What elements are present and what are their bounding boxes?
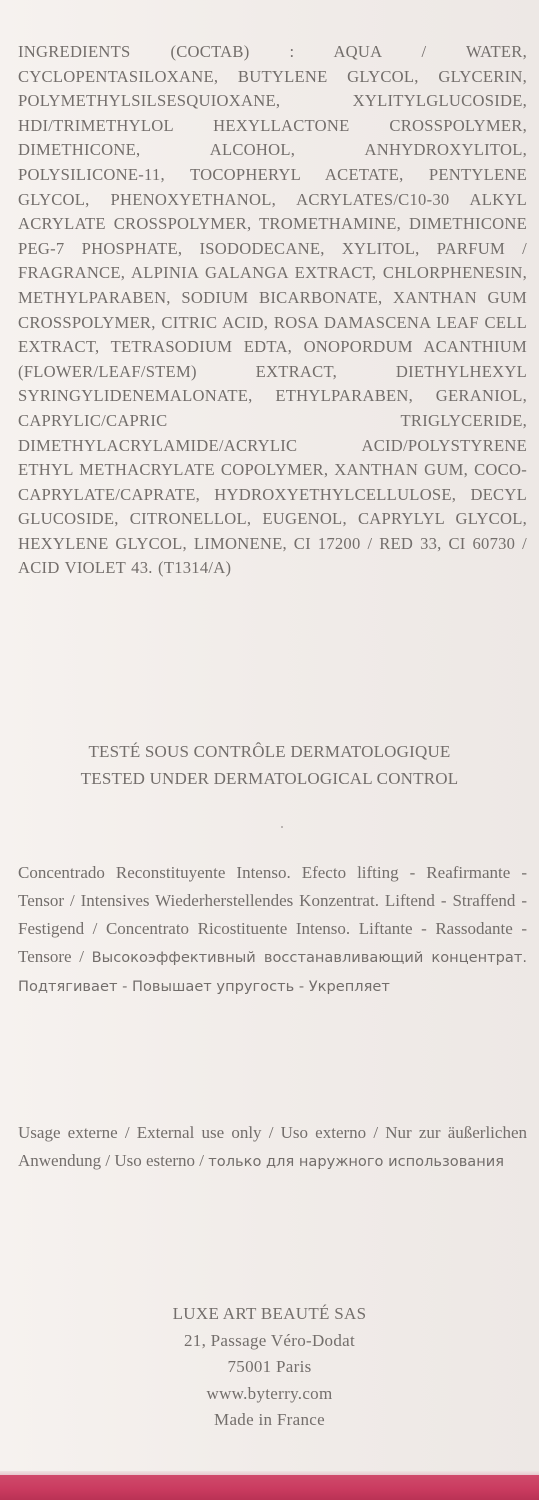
description-latin: Concentrado Reconstituyente Intenso. Efecto lifting - Reafirmante - Tensor / Intensives Wiederherstellendes Konzentrat. Liftend - Straffend - Festigend / Concentrato Ricostituente Intenso. Liftante - Rassodante - Tensore / xyxy=(18,863,527,966)
separator-dot xyxy=(281,826,283,828)
company-name: LUXE ART BEAUTÉ SAS xyxy=(172,1304,367,1323)
usage-latin: Usage externe / External use only / Uso externo / Nur zur äußerlichen Anwendung / Uso esterno / xyxy=(18,1123,527,1170)
ingredients-list: INGREDIENTS (COCTAB) : AQUA / WATER, CYCLOPENTASILOXANE, BUTYLENE GLYCOL, GLYCERIN, POLYMETHYLSILSESQUIOXANE, XYLITYLGLUCOSIDE, HDI/TRIMETHYLOL HEXYLLACTONE CROSSPOLYMER, DIMETHICONE, ALCOHOL, ANHYDROXYLITOL, POLYSILICONE-11, TOCOPHERYL ACETATE, PENTYLENE GLYCOL, PHENOXYETHANOL, ACRYLATES/C10-30 ALKYL ACRYLATE CROSSPOLYMER, TROMETHAMINE, DIMETHICONE PEG-7 PHOSPHATE, ISODODECANE, XYLITOL, PARFUM / FRAGRANCE, ALPINIA GALANGA EXTRACT, CHLORPHENESIN, METHYLPARABEN, SODIUM BICARBONATE, XANTHAN GUM CROSSPOLYMER, CITRIC ACID, ROSA DAMASCENA LEAF CELL EXTRACT, TETRASODIUM EDTA, ONOPORDUM ACANTHIUM (FLOWER/LEAF/STEM) EXTRACT, DIETHYLHEXYL SYRINGYLIDENEMALONATE, ETHYLPARABEN, GERANIOL, CAPRYLIC/CAPRIC TRIGLYCERIDE, DIMETHYLACRYLAMIDE/ACRYLIC ACID/POLYSTYRENE ETHYL METHACRYLATE COPOLYMER, XANTHAN GUM, COCO-CAPRYLATE/CAPRATE, HYDROXYETHYLCELLULOSE, DECYL GLUCOSIDE, CITRONELLOL, EUGENOL, CAPRYLYL GLYCOL, HEXYLENE GLYCOL, LIMONENE, CI 17200 / RED 33, CI 60730 / ACID VIOLET 43. (T1314/A) xyxy=(18,42,527,578)
website: www.byterry.com xyxy=(206,1383,333,1403)
product-description xyxy=(18,859,527,1001)
manufacturer-address xyxy=(0,1301,539,1434)
usage-notice xyxy=(18,1119,527,1176)
street-address: 21, Passage Véro-Dodat xyxy=(183,1330,356,1350)
usage-russian: только для наружного использования xyxy=(208,1153,505,1170)
city: 75001 Paris xyxy=(227,1357,312,1376)
tested-en: TESTED UNDER DERMATOLOGICAL CONTROL xyxy=(80,769,459,788)
tested-fr: TESTÉ SOUS CONTRÔLE DERMATOLOGIQUE xyxy=(88,742,451,761)
country-of-origin: Made in France xyxy=(214,1410,325,1429)
accent-bar xyxy=(0,1475,539,1500)
description-russian: Высокоэффективный восстанавливающий концентрат. Подтягивает - Повышает упругость - Укрепляет xyxy=(18,949,527,995)
dermatological-test-notice xyxy=(0,738,539,792)
